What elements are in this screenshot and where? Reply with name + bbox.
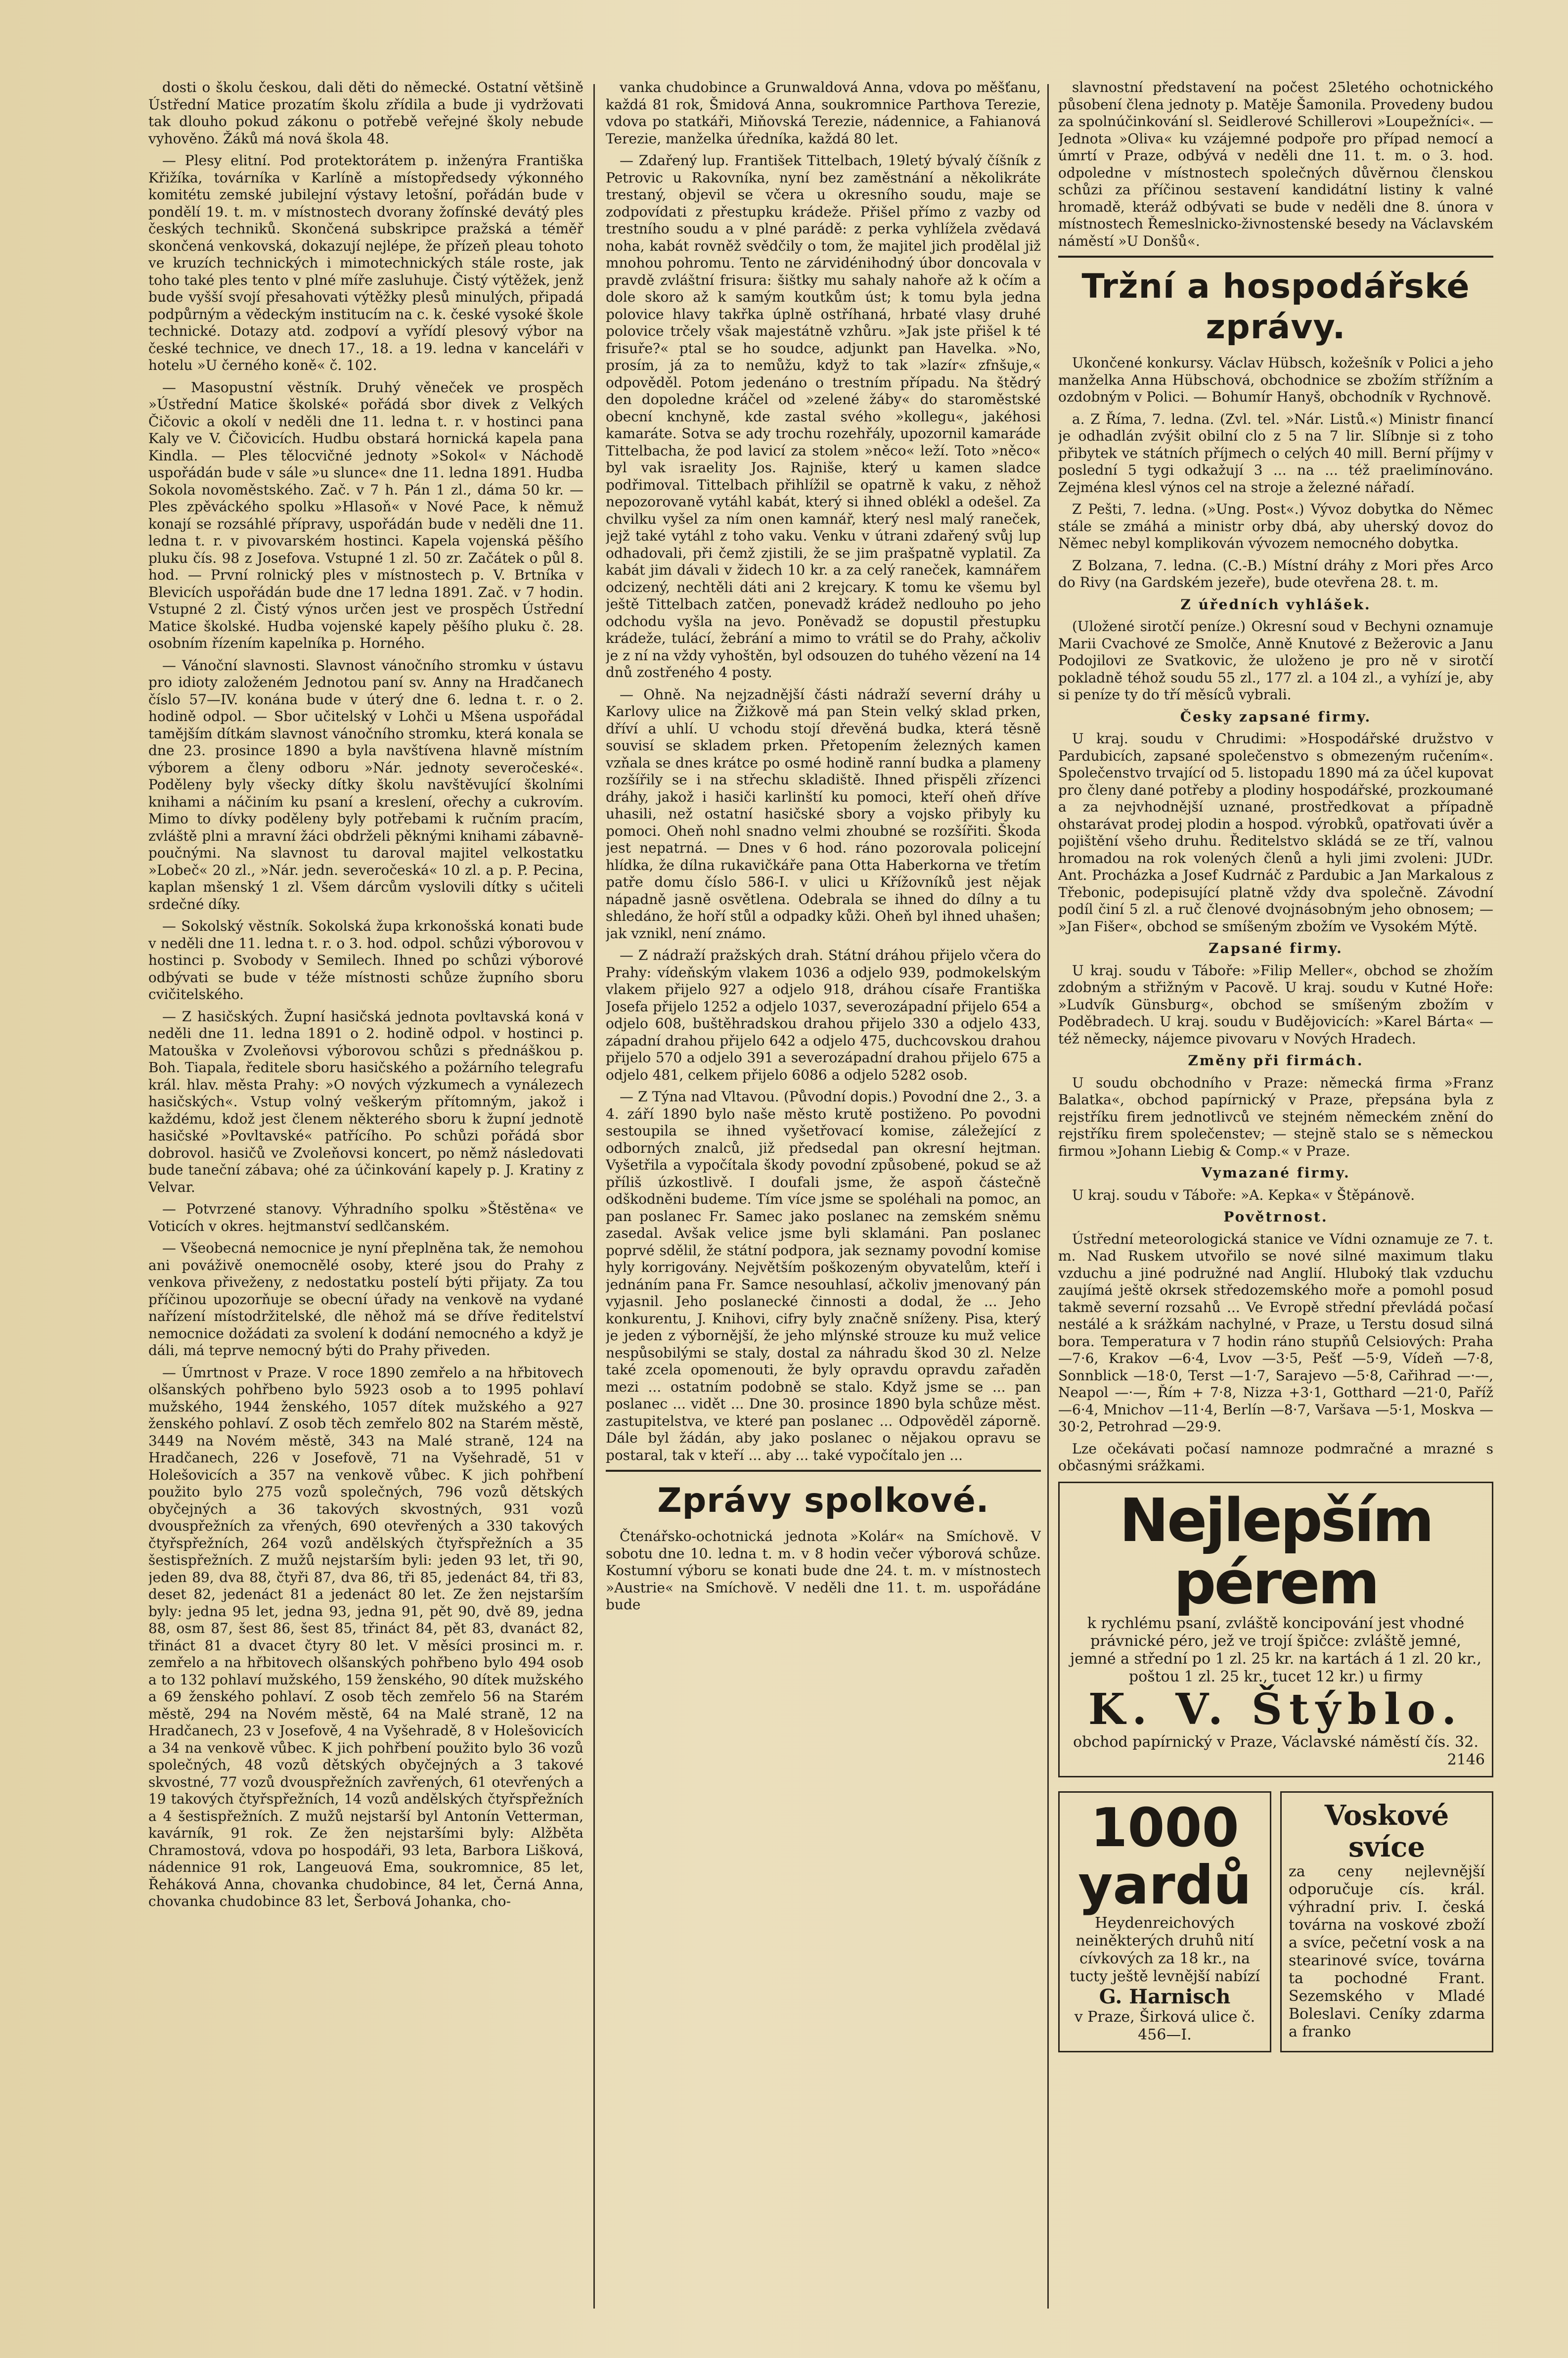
article-paragraph: — Plesy elitní. Pod protektorátem p. inženýra Františka Křižíka, továrníka v Karlíně a místopředsedy výkonného komitétu zemské jubilejní výstavy letošní, pořádán bude v pondělí 19. t. m. v místnostech dvorany žofínské devátý ples českých techniků. Skončená subskripce pražská a téměř skončená venkovská, dokazují nejlépe, že přízeň pleau tohoto ve kruzích technických i mimotechnických stále roste, jak toho také ples tento v plné míře zasluhuje. Čistý výtěžek, jenž bude vyšší svojí přesahovati výtěžky plesů minulých, připadá podpůrným a vědeckým institucím na c. k. české vysoké škole technické. Dotazy atd. zodpoví a vyřídí plesový výbor na české technice, ve dnech 17., 18. a 19. ledna v kanceláři v hotelu »U černého koně« č. 102.: [148, 152, 583, 373]
article-paragraph: — Všeobecná nemocnice je nyní přeplněna tak, že nemohou ani pováživě onemocnělé osoby, které jsou do Prahy z venkova přiveženy, z nedostatku postelí býti přijaty. Za tou příčinou upozorňuje se obecní úřady na venkově na vydané nařízení místodržitelské, dle něhož má se dříve ředitelství nemocnice dožádati za svolení k dodání nemocného a když je dáli, má teprve nemocný býti do Prahy přiveden.: [148, 1240, 583, 1359]
article-paragraph: Ukončené konkursy. Václav Hübsch, kožešník v Polici a jeho manželka Anna Hübschová, obchodnice se zbožím střížním a ozdobným v Polici. — Bohumír Hanyš, obchodník v Rychnově.: [1058, 355, 1493, 405]
article-paragraph: — Z Týna nad Vltavou. (Původní dopis.) Povodní dne 2., 3. a 4. září 1890 bylo naše město krutě postiženo. Po povodni sestoupila se ihned vyšetřovací komise, záležející z odborných znalců, již předsedal pan okresní hejtman. Vyšetřila a vypočítala škody povodní způsobené, pokud se až příliš úzkostlivě. I doufali jsme, že aspoň částečně odškodněni budeme. Tím více jsme se spoléhali na pomoc, an pan poslanec Fr. Samec jako poslanec na zemském sněmu zasedal. Avšak velice jsme byli sklamáni. Pan poslanec poprvé sdělil, že státní podpora, jak seznamy povodní komise hyly korrigovány. Největším poškozeným obyvatelům, kteří i jednáním pana Fr. Samce nesouhlasí, ačkoliv jmenovaný pán vyjasnil. Jeho poslanecké činnosti a dodal, že ... Jeho konkurentu, J. Knihovi, cifry byly značně sníženy. Pisa, který je jeden z výbornější, že jeho mlýnské strouze ku muž velice nespůsobilými se staly, dostal za náhradu škod 30 zl. Nelze také zcela opomenouti, že byly opravdu opravdu zařaděn mezi ... ostatním podobně se stalo. Když jsme se ... pan poslanec ... vidět ... Dne 30. prosince 1890 byla schůze měst. zastupitelstva, ve které pan poslanec ... Odpověděl záporně. Dále byl žádán, aby jako poslanec o nějakou opravu se postaral, tak v kteří ... aby ... také vypočítalo jen ...: [606, 1088, 1041, 1463]
subheading-zapsane-firmy: Zapsané firmy.: [1209, 940, 1343, 956]
advertisement-svice: [1280, 1791, 1493, 2052]
article-paragraph: slavnostní představení na počest 25letého ochotnického působení člena jednoty p. Matěje Šamonila. Provedeny budou za spolnúčinkování sl. Seidlerové Schillerovi »Loupežníci«. — Jednota »Oliva« ku vzájemné podpoře pro případ nemocí a úmrtí v Praze, odbývá v neděli dne 11. t. m. o 3. hod. odpoledne v místnostech společných důvěrnou členskou schůzi za příčinou sestavení kandidátní listiny k valné hromadě, kteráž odbývati se bude v neděli dne 8. února v místnostech Řemeslnicko-živnostenské besedy na Václavském náměstí »U Donšů«.: [1058, 79, 1493, 249]
ad3-title: Voskové svíce: [1324, 1799, 1449, 1863]
article-paragraph: — Z nádraží pražských drah. Státní dráhou přijelo včera do Prahy: vídeňským vlakem 1036 a odjelo 939, podmokelským vlakem přijelo 927 a odjelo 918, dráhou císaře Františka Josefa přijelo 1252 a odjelo 1037, severozápadní přijelo 654 a odjelo 608, buštěhradskou drahou přijelo 330 a odjelo 433, západní drahou přijelo 642 a odjelo 475, duchcovskou drahou přijelo 570 a odjelo 391 a severozápadní drahou přijelo 675 a odjelo 481, celkem přijelo 6086 a odjelo 5282 osob.: [606, 947, 1041, 1083]
article-paragraph: — Úmrtnost v Praze. V roce 1890 zemřelo a na hřbitovech olšanských pohřbeno bylo 5923 osob a to 1995 pohlaví mužského, 1944 ženského, 1057 dítek mužského a 927 ženského pohlaví. Z osob těch zemřelo 802 na Starém městě, 3449 na Novém městě, 343 na Malé straně, 124 na Hradčanech, 226 v Josefově, 71 na Vyšehradě, 51 v Holešovicích a 357 na venkově vůbec. K jich pohřbení použito bylo 275 vozů společných, 796 vozů dětských obyčejných a 36 takových skvostných, 931 vozů dvouspřežních za vřených, 690 otevřených a 330 takových čtyřspřežních, 264 vozů andělských čtyřspřežních a 35 šestispřežních. Z mužů nejstarším byli: jeden 93 let, tři 90, jeden 89, dva 88, čtyři 87, dva 86, tři 85, jedenáct 84, tři 83, deset 82, jedenáct 81 a jedenáct 80 let. Ze žen nejstarším byly: jedna 95 let, jedna 93, jedna 91, pět 90, dvě 89, jedna 88, osm 87, šest 86, šest 85, třináct 84, pět 83, dvanáct 82, třináct 81 a dvacet čtyry 80 let. V měsíci prosinci m. r. zemřelo a na hřbitovech olšanských pohřbeno bylo 494 osob a to 132 pohlaví mužského, 159 ženského, 90 dítek mužského a 69 ženského pohlaví. Z osob těch zemřelo 56 na Starém městě, 294 na Novém městě, 64 na Malé straně, 12 na Hradčanech, 23 v Josefově, 4 na Vyšehradě, 8 v Holešovicích a 34 na venkově vůbec. K jich pohřbení použito bylo 36 vozů společných, 48 vozů dětských obyčejných a 3 takové skvostné, 77 vozů dvouspřežních zavřených, 61 otevřených a 19 takových čtyřspřežních, 14 vozů andělských čtyřspřežních a 4 šestispřežních. Z mužů nejstarší byl Antonín Vetterman, kavárník, 91 rok. Ze žen nejstaršími byly: Alžběta Chramostová, vdova po hospodáři, 93 leta, Barbora Lišková, nádennice 91 rok, Langeuová Ema, soukromnice, 85 let, Řeháková Anna, chovanka chudobince, 84 let, Černá Anna, chovanka chudobince 83 let, Šerbová Johanka, cho-: [148, 1364, 583, 1909]
article-paragraph: Lze očekávati počasí namnoze podmračné a mrazné s občasnými srážkami.: [1058, 1440, 1493, 1474]
subheading-cesky-zapsane-firmy: Česky zapsané firmy.: [1180, 708, 1372, 725]
subheading-uredni-vyhlasky: Z úředních vyhlášek.: [1180, 596, 1371, 613]
column-rule: [593, 84, 595, 2309]
article-paragraph: — Ohně. Na nejzadnější části nádraží severní dráhy u Karlovy ulice na Žižkově má pan Stein velký sklad prken, dříví a uhlí. U vchodu stojí dřevěná budka, která těsně souvisí se skladem prken. Přetopením železných kamen vzňala se dnes krátce po osmé hodině ranní budka a plameny rozšířily se i na střechu skladiště. Ihned přispěli zřízenci dráhy, jakož i hasiči karlinští ku pomoci, kteří oheň dříve uhasili, než ostatní hasičské sbory a vojsko přibyly ku pomoci. Oheň nohl snadno velmi zhoubné se rozšířiti. Škoda jest nepatrná. — Dnes v 6 hod. ráno pozorovala policejní hlídka, že dílna rukavičkáře pana Otta Haberkorna ve třetím patře domu číslo 586-I. v ulici u Křížovníků jest nějak nápadně jasně osvětlena. Odebrala se ihned do dílny a tu shledáno, že hoří stůl a odpadky kůži. Oheň byl ihned uhašen; jak vznikl, není známo.: [606, 686, 1041, 942]
section-heading-trzni: Tržní a hospodářské zprávy.: [1081, 267, 1470, 347]
column-3: [1058, 79, 1493, 2323]
article-paragraph: U soudu obchodního v Praze: německá firma »Franz Balatka«, obchod papírnický v Praze, přepsána byla z rejstříku firem jednotlivců ve stejném německém znění do rejstříku firem společenstev; — stejně stalo se s německou firmou »Johann Liebig & Comp.« v Praze.: [1058, 1074, 1493, 1159]
ad-text: k rychlému psaní, zvláště koncipování jest vhodné právnické péro, jež ve trojí špičce: zvláště jemné, jemné a střední po 1 zl. 25 kr. na kartách á 1 zl. 20 kr., poštou 1 zl. 25 kr., tucet 12 kr.) u firmy: [1070, 1614, 1481, 1685]
subheading-povetrnost: Povětrnost.: [1223, 1209, 1328, 1225]
ad2-firm: G. Harnisch: [1099, 1985, 1231, 2008]
advertisement-yardy: [1058, 1791, 1271, 2052]
column-rule: [1047, 84, 1049, 2309]
article-paragraph: dosti o školu českou, dali děti do německé. Ostatní většině Ústřední Matice prozatím školu zřídila a bude ji vydržovati tak dlouho pokud zákonu o potřebě veřejné školy nebude vyhověno. Žáků má nová škola 48.: [148, 79, 583, 147]
article-paragraph: (Uložené sirotčí peníze.) Okresní soud v Bechyni oznamuje Marii Cvachové ze Smolče, Anně Knutové z Bežerovic a Janu Podojilovi ze Svatkovic, že uloženo je pro ně v sirotčí pokladně téhož soudu 55 zl., 177 zl. a 104 zl., a vyhízí je, aby si peníze ty do tří měsíců vybrali.: [1058, 618, 1493, 703]
ad2-address: v Praze, Širková ulice č. 456—I.: [1074, 2008, 1255, 2043]
advertisement-row: [1058, 1784, 1493, 2052]
article-paragraph: — Z hasičských. Župní hasičská jednota povltavská koná v neděli dne 11. ledna 1891 o 2. hodině odpol. v hostinci p. Matouška v Zvoleňovsi výborovou schůzi s přednáškou p. Boh. Tiapala, ředitele sboru hasičského a požárního telegrafu král. hlav. města Prahy: »O nových výzkumech a vynálezech hasičských«. Vstup volný veškerým přítomným, jakož i každému, kdož jest členem některého sboru k župní jednotě hasičské »Povltavské« patřícího. Po schůzi pořádá sbor dobrovol. hasičů ve Zvoleňovsi koncert, po němž následovati bude taneční zábava; ohé za účinkování kapely p. J. Kratiny z Velvar.: [148, 1008, 583, 1195]
column-1: [148, 79, 583, 2323]
section-rule: [606, 1470, 1041, 1472]
article-paragraph: — Zdařený lup. František Tittelbach, 19letý bývalý číšník z Petrovic u Rakovníka, nyní bez zaměstnání a několikráte trestaný, objevil se včera u okresního soudu, maje se zodpovídati z přestupku krádeže. Přišel přímo z vazby od trestního soudu a v plné parádě: z perka vyhlížela zvědavá noha, kabát rovněž svědčily o tom, že majitel jich prodělal již mnohou pohromu. Tento ne zárvidénihodný úbor doncovala v pravdě zvláštní frisura: šištky mu sahaly nahoře až k očím a dole skoro až k samým koutkům úst; k tomu byla jedna polovice hlavy takřka úplně ostříhaná, hrbaté vlasy druhé polovice trčely však majestátně vzhůru. »Jak jste přišel k té frisuře?« ptal se ho soudce, adjunkt pan Havelka. »No, prosím, já za to nemůžu, když to tak »lazír« zfnšuje,« odpověděl. Potom jedenáno o trestním případu. Na štědrý den dopoledne kráčel od »zelené žáby« do staroměstské obecní knchyně, kde zastal svého »kollegu«, jakéhosi kamaráte. Sotva se ady trochu rozehřály, upozornil kamaráde Tittelbacha, že pod lavicí za stolem »něco« leží. Toto »něco« byl vak israelity Jos. Rajniše, který u kamen sladce podřimoval. Tittelbach přihlížil se opatrně k vaku, z něhož nepozorovaně vytáhl kabát, který si ihned oblékl a odešel. Za chvilku vyšel za ním onen kamnář, který nesl malý raneček, jejž také vytáhl z toho vaku. Venku v útrani zdařený svůj lup odhadovali, při čemž zjistili, že se jim prašpatně vyplatil. Za kabát jim dávali v židech 10 kr. a za celý raneček, kamnářem odcizený, nechtěli dáti ani 2 krejcary. K tomu ke všemu byl ještě Tittelbach zatčen, ponevadž krádež nedlouho po jeho odchodu vyšla na jevo. Poněvadž se dopustil přestupku krádeže, tulácí, žebrání a mimo to vrátil se do Prahy, ačkoliv je z ní na vždy vyhoštěn, byl odsouzen do tuhého vězení na 14 dnů zostřeného 4 posty.: [606, 152, 1041, 680]
article-paragraph: U kraj. soudu v Táboře: »Filip Meller«, obchod se zhožím zdobným a střižným v Pacově. U kraj. soudu v Kutné Hoře: »Ludvík Günsburg«, obchod se smíšeným zbožím v Poděbradech. U kraj. soudu v Budějovicích: »Karel Bárta« — též německy, nájemce pivovaru v Nových Hradech.: [1058, 962, 1493, 1047]
ad2-big: 1000 yardů: [1078, 1797, 1252, 1916]
column-2: [606, 79, 1041, 2323]
article-paragraph: a. Z Říma, 7. ledna. (Zvl. tel. »Nár. Listů.«) Ministr financí je odhadlán zvýšit obilní clo z 5 na 7 lir. Slíbnje si z toho přibytek ve státních příjmech o celých 40 mill. Berní příjmy v poslední 5 tygi odkažují 3 ... na ... též praelimínováno. Zejména klesl výnos cel na stroje a železné nářadí.: [1058, 410, 1493, 496]
article-paragraph: — Masopustní věstník. Druhý věneček ve prospěch »Ústřední Matice školské« pořádá sbor divek z Velkých Čičovic a okolí v neděli dne 11. ledna t. r. v hostinci pana Kaly ve V. Čičovicích. Hudbu obstará hornická kapela pana Kindla. — Ples tělocvičné jednoty »Sokol« v Náchodě uspořádán bude v sále »u slunce« dne 11. ledna 1891. Hudba Sokola novoměstského. Zač. v 7 h. Pán 1 zl., dáma 50 kr. — Ples zpěváckého spolku »Hlasoň« v Nové Pace, k němuž konají se rozsáhlé přípravy, uspořádán bude v neděli dne 11. ledna t. r. v pivovarském hostinci. Kapela vojenská pěšího pluku čís. 98 z Josefova. Vstupné 1 zl. 50 zr. Začátek o půl 8. hod. — První rolnický ples v místnostech p. V. Brtníka v Blevicích uspořádán bude dne 17 ledna 1891. Zač. v 7 hodin. Vstupné 2 zl. Čistý výnos určen jest ve prospěch Ústřední Matice školské. Hudba vojenské kapely pěšího pluku č. 28. osobním řízením kapelníka p. Horného.: [148, 379, 583, 651]
subheading-vymazane-firmy: Vymazané firmy.: [1201, 1165, 1350, 1181]
article-paragraph: Ústřední meteorologická stanice ve Vídni oznamuje ze 7. t. m. Nad Ruskem utvořilo se nové silné maximum tlaku vzduchu a jiné podružné nad Anglií. Hluboký tlak vzduchu zaujímá ještě okrsek středozemského moře a pomohl posud takmě severní rozsahů ... Ve Evropě střední převládá počasí nestálé a k srážkám nachylné, v Praze, u Terstu dosud silná bora. Temperatura v 7 hodin ráno stupňů Celsiových: Praha —7·6, Krakov —6·4, Lvov —3·5, Pešť —5·9, Vídeň —7·8, Sonnblick —18·0, Terst —1·7, Sarajevo —5·8, Cařihrad —·—, Neapol —·—, Řím + 7·8, Nizza +3·1, Gotthard —21·0, Paříž —6·4, Mnichov —11·4, Berlín —8·7, Varšava —5·1, Moskva —30·2, Petrohrad —29·9.: [1058, 1230, 1493, 1435]
ad-address: obchod papírnický v Praze, Václavské náměstí čís. 32.: [1073, 1733, 1478, 1751]
ad-number: 2146: [1447, 1751, 1485, 1768]
article-paragraph: — Potvrzené stanovy. Výhradního spolku »Štěstěna« ve Voticích v okres. hejtmanství sedlčanském.: [148, 1201, 583, 1234]
section-rule: [1058, 256, 1493, 258]
article-paragraph: U kraj. soudu v Chrudimi: »Hospodářské družstvo v Pardubicích, zapsané společenstvo s obmezeným ručením«. Společenstvo trvající od 5. listopadu 1890 má za účel kupovat pro členy dané potřeby a plodiny hospodářské, prozkoumané a za nejvhodnější uznané, prostředkovat a případně ohstarávat prodej plodin a hospod. výrobků, opatřovati úvěr a pojištění všeho druhu. Ředitelstvo skládá se ze tří, valnou hromadou na rok volených členů a hyli jimi zvoleni: JUDr. Ant. Procházka a Josef Kudrnáč z Pardubic a Jan Markalous z Třebonic, podepisující platně vždy dva společně. Závodní podíl činí 5 zl. a ruč členové dvojnásobným jeho obnosem; — »Jan Fišer«, obchod se smíšeným zbožím ve Vysokém Mýtě.: [1058, 730, 1493, 935]
section-heading-zpravy-spolkove: Zprávy spolkové.: [657, 1481, 989, 1520]
ad3-text: za ceny nejlevnější odporučuje cís. král. výhradní priv. I. česká továrna na voskové zboží a svíce, pečetní vosk a na stearinové svíce, továrna ta pochodné Frant. Sezemského v Mladé Boleslavi. Ceníky zdarma a franko: [1289, 1862, 1485, 2041]
article-paragraph: — Vánoční slavnosti. Slavnost vánočního stromku v ústavu pro idioty založeném Jednotou paní sv. Anny na Hradčanech číslo 57—IV. konána bude v úterý dne 6. ledna t. r. o 2. hodině odpol. — Sbor učitelský v Lohči u Mšena uspořádal tamějším dítkám slavnost vánočního stromku, která konala se dne 23. prosince 1890 a byla navštívena hlavně místním výborem a členy odboru »Nár. jednoty severočeské«. Poděleny byly všecky dítky školu navštěvující školními knihami a náčiním ku psaní a kreslení, ořechy a cukrovím. Mimo to dívky poděleny byly potřebami k ručním pracím, zvláště plni a mravní žáci obdrželi pěknými knihami zábavně-poučnými. Na slavnost tu daroval majitel velkostatku »Lobeč« 20 zl., »Nár. jedn. severočeská« 10 zl. a p. P. Pecina, kaplan mšenský 1 zl. Všem dárcům vyslovili dítky s učiteli srdečné díky.: [148, 657, 583, 912]
ad-firm: K. V. Štýblo.: [1088, 1684, 1464, 1734]
ad2-text: Heydenreichových neiněkterých druhů nití cívkových za 18 kr., na tucty ještě levnější nabízí: [1069, 1914, 1260, 1985]
article-paragraph: vanka chudobince a Grunwaldová Anna, vdova po měšťanu, každá 81 rok, Šmidová Anna, soukromnice Parthova Terezie, vdova po statkáři, Miňovská Terezie, nádennice, a Fahianová Terezie, manželka úředníka, každá 80 let.: [606, 79, 1041, 147]
subheading-zmeny-pri-firmach: Změny při firmách.: [1188, 1052, 1364, 1069]
article-paragraph: — Sokolský věstník. Sokolská župa krkonošská konati bude v neděli dne 11. ledna t. r. o 3. hod. odpol. schůzi výborovou v hostinci p. Svobody v Semilech. Ihned po schůzi výborové odbývati se bude v téže místnosti schůze župního sboru cvičitelského.: [148, 918, 583, 1002]
article-paragraph: Čtenářsko-ochotnická jednota »Kolár« na Smíchově. V sobotu dne 10. ledna t. m. v 8 hodin večer výborová schůze. Kostumní výboru se konati bude dne 24. t. m. v místnostech »Austrie« na Smíchově. V neděli dne 11. t. m. uspořádáne bude: [606, 1528, 1041, 1613]
advertisement-pero: [1058, 1482, 1493, 1777]
article-paragraph: Z Pešti, 7. ledna. (»Ung. Post«.) Vývoz dobytka do Němec stále se zmáhá a ministr orby dbá, aby uherský dovoz do Němec nebyl komplikován vývozem nemocného dobytka.: [1058, 501, 1493, 551]
article-paragraph: Z Bolzana, 7. ledna. (C.-B.) Místní dráhy z Mori přes Arco do Rivy (na Gardském jezeře), bude otevřena 28. t. m.: [1058, 557, 1493, 590]
ad-title: Nejlepším pérem: [1119, 1486, 1433, 1618]
article-paragraph: U kraj. soudu v Táboře: »A. Kepka« v Štěpánově.: [1072, 1186, 1415, 1203]
